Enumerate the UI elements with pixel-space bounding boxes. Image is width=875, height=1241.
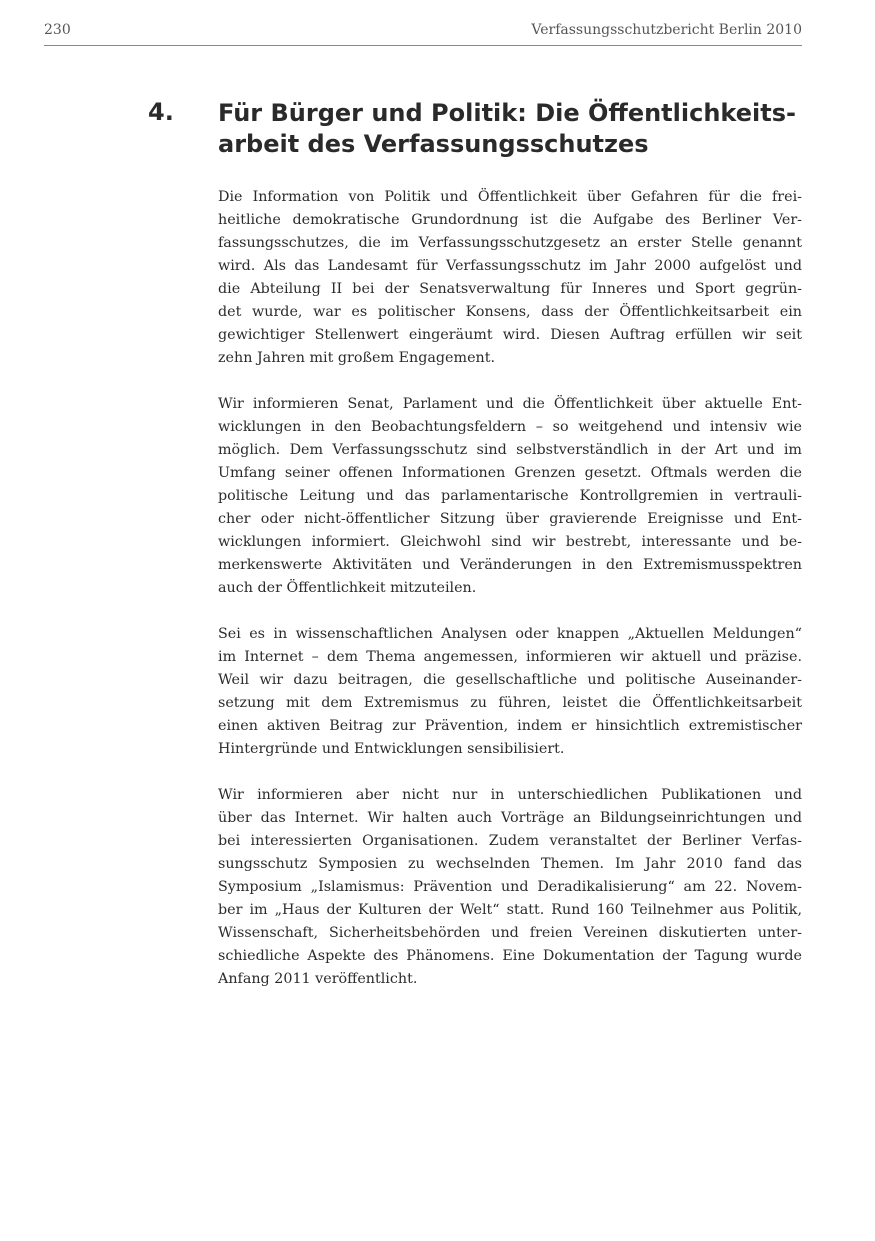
text-line: heitliche demokratische Grundordnung ist die Aufgabe des Berliner Ver- — [218, 212, 802, 228]
text-line: auch der Öffentlichkeit mitzuteilen. — [218, 580, 477, 596]
text-line: Sei es in wissenschaftlichen Analysen oder knappen „Aktuellen Meldungen“ — [218, 626, 802, 642]
text-line: Anfang 2011 veröffentlicht. — [218, 971, 418, 987]
text-line: wicklungen in den Beobachtungsfeldern – so weitgehend und intensiv wie — [218, 419, 802, 435]
header-divider — [44, 45, 802, 46]
text-line: setzung mit dem Extremismus zu führen, leistet die Öffentlichkeitsarbeit — [218, 695, 802, 711]
section-title-line: arbeit des Verfassungsschutzes — [218, 130, 649, 158]
text-line: wicklungen informiert. Gleichwohl sind wir bestrebt, interessante und be- — [218, 534, 802, 550]
text-line: det wurde, war es politischer Konsens, dass der Öffentlichkeitsarbeit ein — [218, 304, 802, 320]
paragraph — [218, 393, 802, 600]
text-line: fassungsschutzes, die im Verfassungsschutzgesetz an erster Stelle genannt — [218, 235, 802, 251]
section-title — [218, 98, 803, 160]
text-line: zehn Jahren mit großem Engagement. — [218, 350, 496, 366]
text-line: einen aktiven Beitrag zur Prävention, indem er hinsichtlich extremistischer — [218, 718, 802, 734]
text-line: die Abteilung II bei der Senatsverwaltung für Inneres und Sport gegrün- — [218, 281, 802, 297]
text-line: Wir informieren Senat, Parlament und die Öffentlichkeit über aktuelle Ent- — [218, 396, 802, 412]
running-title: Verfassungsschutzbericht Berlin 2010 — [531, 22, 802, 38]
page-header — [44, 22, 802, 44]
text-line: im Internet – dem Thema angemessen, informieren wir aktuell und präzise. — [218, 649, 802, 665]
text-line: möglich. Dem Verfassungsschutz sind selbstverständlich in der Art und im — [218, 442, 802, 458]
text-line: merkenswerte Aktivitäten und Veränderungen in den Extremismusspektren — [218, 557, 802, 573]
text-line: über das Internet. Wir halten auch Vorträge an Bildungseinrichtungen und — [218, 810, 802, 826]
text-line: politische Leitung und das parlamentarische Kontrollgremien in vertrauli- — [218, 488, 802, 504]
text-line: Wissenschaft, Sicherheitsbehörden und freien Vereinen diskutierten unter- — [218, 925, 802, 941]
text-line: ber im „Haus der Kulturen der Welt“ statt. Rund 160 Teilnehmer aus Politik, — [218, 902, 802, 918]
text-line: wird. Als das Landesamt für Verfassungsschutz im Jahr 2000 aufgelöst und — [218, 258, 802, 274]
text-line: Weil wir dazu beitragen, die gesellschaftliche und politische Auseinander- — [218, 672, 802, 688]
body-text — [218, 186, 802, 1014]
paragraph — [218, 623, 802, 761]
text-line: Umfang seiner offenen Informationen Grenzen gesetzt. Oftmals werden die — [218, 465, 802, 481]
text-line: sungsschutz Symposien zu wechselnden Themen. Im Jahr 2010 fand das — [218, 856, 802, 872]
text-line: bei interessierten Organisationen. Zudem veranstaltet der Berliner Verfas- — [218, 833, 802, 849]
text-line: gewichtiger Stellenwert eingeräumt wird. Diesen Auftrag erfüllen wir seit — [218, 327, 802, 343]
text-line: Wir informieren aber nicht nur in unterschiedlichen Publikationen und — [218, 787, 802, 803]
text-line: cher oder nicht-öffentlicher Sitzung über gravierende Ereignisse und Ent- — [218, 511, 802, 527]
paragraph — [218, 186, 802, 370]
text-line: Hintergründe und Entwicklungen sensibilisiert. — [218, 741, 565, 757]
section-title-line: Für Bürger und Politik: Die Öffentlichkeits- — [218, 99, 796, 127]
text-line: Die Information von Politik und Öffentlichkeit über Gefahren für die frei- — [218, 189, 802, 205]
paragraph — [218, 784, 802, 991]
text-line: schiedliche Aspekte des Phänomens. Eine Dokumentation der Tagung wurde — [218, 948, 802, 964]
page-number: 230 — [44, 22, 71, 38]
text-line: Symposium „Islamismus: Prävention und Deradikalisierung“ am 22. Novem- — [218, 879, 802, 895]
section-number: 4. — [148, 98, 174, 126]
